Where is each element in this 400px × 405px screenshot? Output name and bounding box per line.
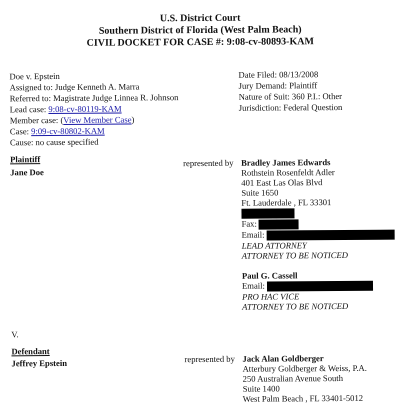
plaintiff-attorney-2 (242, 270, 373, 312)
case-caption: Doe v. Epstein (9, 70, 60, 82)
jurisdiction: Jurisdiction: Federal Question (238, 102, 343, 113)
attorney-address-1: 250 Australian Avenue South (242, 373, 344, 384)
defendant-name: Jeffrey Epstein (11, 357, 68, 369)
pro-hac-vice: PRO HAC VICE (242, 291, 300, 302)
docket-title: CIVIL DOCKET FOR CASE #: 9:08-cv-80893-KAM (86, 36, 314, 49)
attorney-address-2: Suite 1650 (241, 187, 279, 198)
attorney-to-be-noticed: ATTORNEY TO BE NOTICED (242, 301, 349, 312)
referred-judge: Referred to: Magistrate Judge Linnea R. Johnson (9, 92, 179, 104)
attorney-name: Paul G. Cassell (241, 270, 298, 281)
member-case-link[interactable]: 9:09-cv-80802-KAM (31, 125, 105, 137)
redaction-block (267, 281, 373, 292)
date-filed: Date Filed: 08/13/2008 (238, 69, 319, 80)
court-name: U.S. District Court (159, 12, 241, 25)
district-name: Southern District of Florida (West Palm Beach) (98, 24, 302, 37)
lead-case-label: Lead case: (9, 104, 49, 115)
email-label: Email: (241, 280, 268, 291)
email-label: Email: (241, 229, 267, 240)
attorney-to-be-noticed: ATTORNEY TO BE NOTICED (241, 250, 348, 261)
redaction-block (259, 219, 299, 229)
lead-case-row (10, 104, 122, 115)
versus: V. (11, 329, 19, 340)
attorney-name: Bradley James Edwards (241, 157, 331, 168)
attorney-address-2: Suite 1400 (242, 383, 280, 394)
redaction-block (267, 230, 395, 241)
email-row (242, 280, 373, 292)
redaction-block (241, 208, 294, 218)
fax-label: Fax: (241, 218, 260, 229)
cause: Cause: no cause specified (9, 136, 99, 148)
lead-attorney: LEAD ATTORNEY (241, 240, 307, 251)
attorney-city: Ft. Lauderdale , FL 33301 (241, 197, 332, 208)
email-row (242, 229, 395, 241)
nature-of-suit: Nature of Suit: 360 P.I.: Other (238, 91, 343, 102)
attorney-name: Jack Alan Goldberger (242, 353, 324, 364)
lead-case-link[interactable]: 9:08-cv-80119-KAM (48, 103, 122, 115)
jury-demand: Jury Demand: Plaintiff (238, 80, 318, 91)
assigned-judge: Assigned to: Judge Kenneth A. Marra (9, 81, 140, 93)
view-member-case-link[interactable]: View Member Case (63, 114, 132, 125)
attorney-city: West Palm Beach , FL 33401-5012 (242, 392, 364, 404)
case-row (10, 126, 105, 137)
attorney-firm: Rothstein Rosenfeldt Adler (241, 167, 335, 178)
plaintiff-represented-by: represented by (183, 157, 234, 169)
plaintiff-heading: Plaintiff (10, 154, 41, 165)
member-case-label: Member case: ( (9, 114, 64, 126)
defendant-represented-by: represented by (184, 353, 235, 365)
member-case-close: ) (131, 114, 135, 125)
plaintiff-name: Jane Doe (10, 167, 44, 178)
defendant-attorney-1 (242, 353, 367, 404)
defendant-heading: Defendant (11, 346, 50, 357)
attorney-firm: Atterbury Goldberger & Weiss, P.A. (242, 362, 367, 374)
member-case-row (10, 114, 135, 125)
attorney-address-1: 401 East Las Olas Blvd (241, 177, 323, 188)
plaintiff-attorney-1 (241, 157, 395, 261)
case-label: Case: (9, 126, 32, 137)
